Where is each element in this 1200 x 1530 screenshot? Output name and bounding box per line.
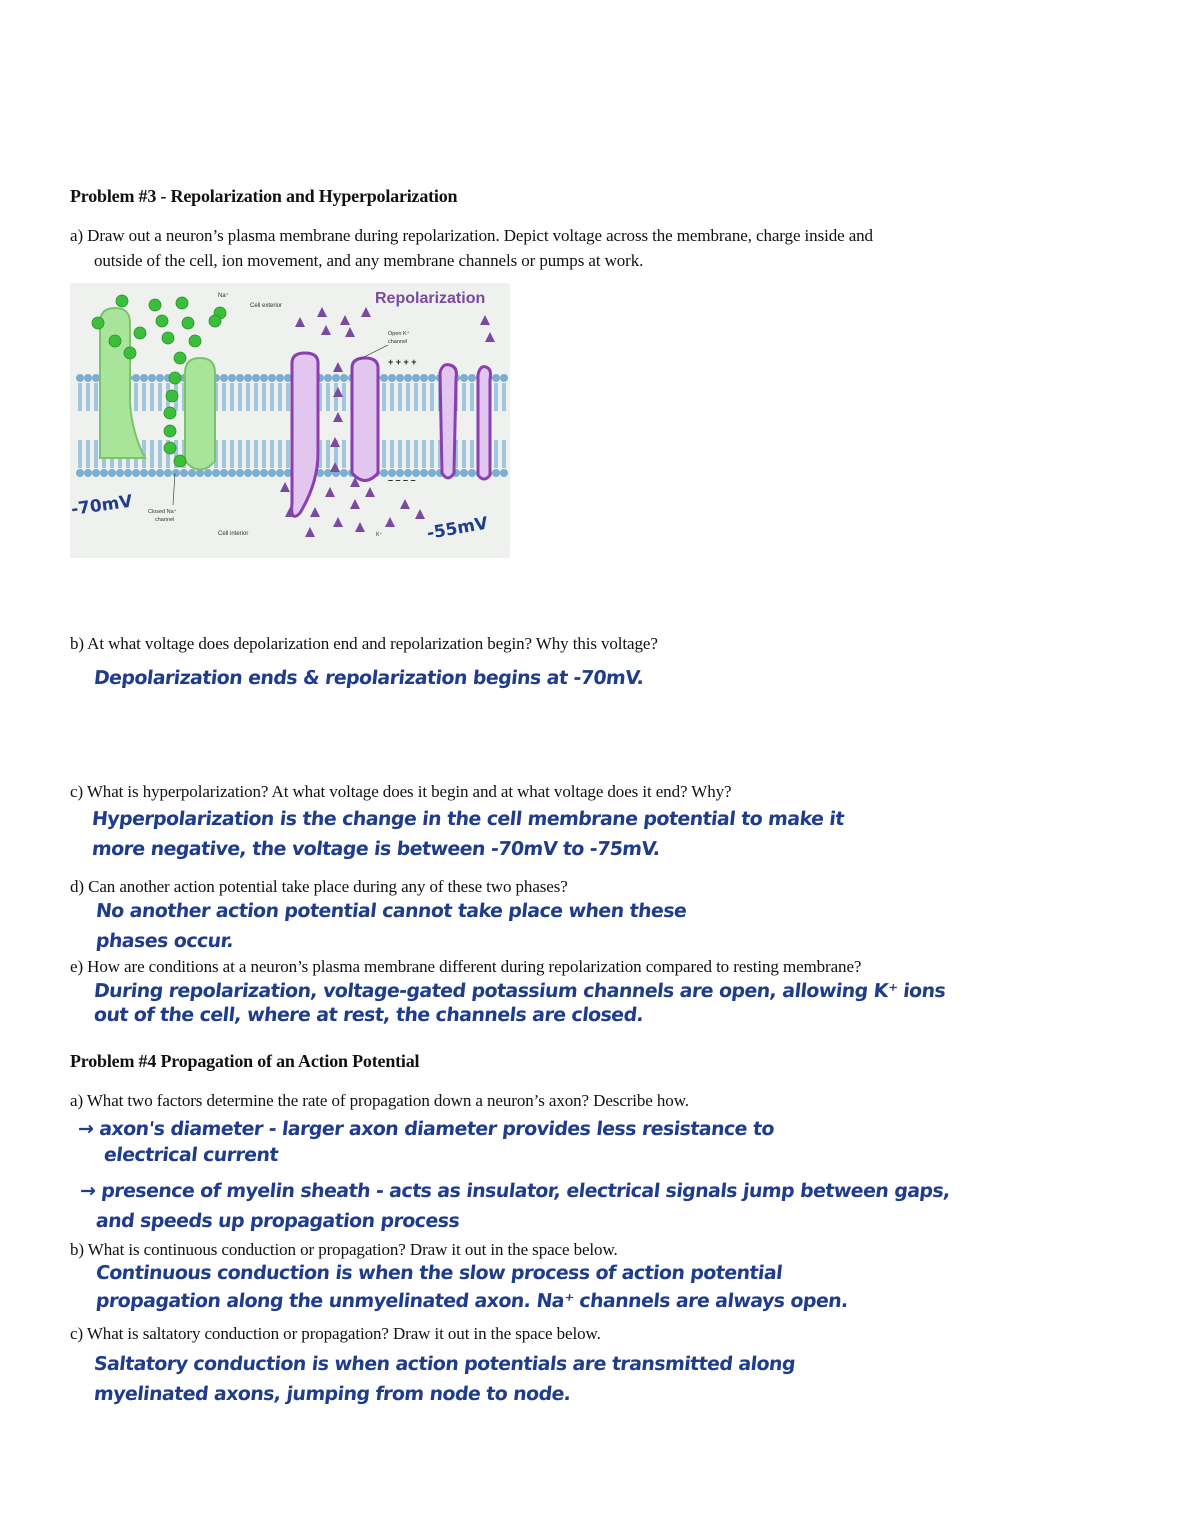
lipid-head	[236, 374, 244, 382]
lipid-head	[140, 374, 148, 382]
na-ion	[109, 335, 121, 347]
lipid-head	[468, 469, 476, 477]
handwritten-left-voltage: -70mV	[70, 491, 134, 520]
na-ion	[116, 295, 128, 307]
k-ion	[333, 362, 343, 372]
k-ion	[345, 327, 355, 337]
lipid-head	[332, 374, 340, 382]
k-ion	[305, 527, 315, 537]
answer-3d-line-2: phases occur.	[94, 930, 235, 952]
lipid-head	[228, 374, 236, 382]
lipid-head	[260, 469, 268, 477]
lipid-head	[460, 469, 468, 477]
closed-na-channel-right-half	[185, 358, 215, 470]
open-k-label-2: channel	[388, 339, 408, 345]
k-ion	[330, 437, 340, 447]
lipid-head	[276, 469, 284, 477]
lipid-head	[396, 374, 404, 382]
lipid-head	[92, 374, 100, 382]
na-ion	[176, 297, 188, 309]
lipid-head	[140, 469, 148, 477]
minus-signs: – – – –	[388, 475, 416, 485]
handdrawn-channel-b	[478, 367, 491, 479]
lipid-head	[252, 469, 260, 477]
lipid-head	[324, 469, 332, 477]
lipid-head	[132, 374, 140, 382]
closed-na-label-2: channel	[155, 517, 175, 523]
na-ion	[162, 332, 174, 344]
problem-3-heading: Problem #3 - Repolarization and Hyperpolarization	[70, 186, 458, 206]
question-3b: b) At what voltage does depolarization end and repolarization begin? Why this voltage?	[70, 634, 658, 653]
lipid-head	[380, 374, 388, 382]
lipid-head	[268, 469, 276, 477]
open-k-channel-left	[292, 353, 318, 516]
open-k-channel-right	[352, 358, 378, 481]
k-label: K⁺	[376, 532, 382, 538]
lipid-head	[180, 469, 188, 477]
cell-interior-label: Cell interior	[218, 531, 249, 537]
problem-4-heading: Problem #4 Propagation of an Action Potential	[70, 1051, 420, 1071]
lipid-head	[500, 374, 508, 382]
na-ion	[164, 442, 176, 454]
lipid-head	[244, 469, 252, 477]
lipid-head	[276, 374, 284, 382]
k-ion	[485, 332, 495, 342]
lipid-head	[84, 469, 92, 477]
k-ion	[317, 307, 327, 317]
question-3d: d) Can another action potential take place during any of these two phases?	[70, 877, 568, 896]
answer-4c-line-2: myelinated axons, jumping from node to node.	[92, 1383, 572, 1405]
lipid-head	[148, 469, 156, 477]
na-ion	[164, 407, 176, 419]
question-4c: c) What is saltatory conduction or propagation? Draw it out in the space below.	[70, 1324, 601, 1343]
k-ion	[361, 307, 371, 317]
lipid-head	[340, 374, 348, 382]
plus-signs: + + + +	[388, 357, 417, 367]
answer-4a-line-3: → presence of myelin sheath - acts as insulator, electrical signals jump between gaps,	[78, 1180, 952, 1202]
lipid-head	[492, 469, 500, 477]
k-ion	[310, 507, 320, 517]
question-3c: c) What is hyperpolarization? At what voltage does it begin and at what voltage does it end? Why?	[70, 782, 732, 801]
lipid-head	[388, 374, 396, 382]
lipid-head	[220, 469, 228, 477]
k-ion	[365, 487, 375, 497]
na-ion	[182, 317, 194, 329]
question-3a-line-2: outside of the cell, ion movement, and any membrane channels or pumps at work.	[94, 251, 644, 270]
k-ion	[330, 462, 340, 472]
lipid-head	[76, 469, 84, 477]
lipid-head	[116, 469, 124, 477]
lipid-head	[268, 374, 276, 382]
na-ion	[92, 317, 104, 329]
lipid-head	[420, 469, 428, 477]
na-ion	[134, 327, 146, 339]
answer-4b-line-2: propagation along the unmyelinated axon. Na⁺ channels are always open.	[94, 1290, 849, 1312]
question-3a-line-1: a) Draw out a neuron’s plasma membrane during repolarization. Depict voltage across the membrane, charge inside and	[70, 226, 873, 245]
k-ion	[321, 325, 331, 335]
lipid-head	[244, 374, 252, 382]
lipid-head	[404, 374, 412, 382]
na-ion	[164, 425, 176, 437]
lipid-head	[156, 469, 164, 477]
cell-exterior-label: Cell exterior	[250, 303, 283, 309]
na-ion	[166, 390, 178, 402]
k-ion	[415, 509, 425, 519]
lipid-head	[340, 469, 348, 477]
lipid-head	[100, 469, 108, 477]
k-ion	[355, 522, 365, 532]
lipid-head	[108, 469, 116, 477]
k-ion	[350, 499, 360, 509]
lipid-head	[412, 374, 420, 382]
na-ion	[174, 455, 186, 467]
answer-4a-line-2: electrical current	[102, 1144, 280, 1166]
lipid-head	[252, 374, 260, 382]
lipid-head	[124, 469, 132, 477]
answer-3e-line-1: During repolarization, voltage-gated potassium channels are open, allowing K⁺ ions	[92, 980, 947, 1002]
lipid-head	[236, 469, 244, 477]
lipid-head	[260, 374, 268, 382]
lipid-head	[500, 469, 508, 477]
lipid-head	[172, 469, 180, 477]
closed-na-label-1: Closed Na⁺	[148, 509, 177, 515]
lipid-head	[220, 374, 228, 382]
na-ion	[124, 347, 136, 359]
lipid-head	[428, 469, 436, 477]
k-ion	[325, 487, 335, 497]
answer-4c-line-1: Saltatory conduction is when action potentials are transmitted along	[92, 1353, 797, 1375]
na-ion	[189, 335, 201, 347]
na-ion	[169, 372, 181, 384]
question-3e: e) How are conditions at a neuron’s plasma membrane different during repolarization compared to resting membrane?	[70, 957, 862, 976]
lipid-head	[92, 469, 100, 477]
lipid-head	[492, 374, 500, 382]
lipid-head	[420, 374, 428, 382]
lipid-head	[380, 469, 388, 477]
na-ion	[149, 299, 161, 311]
k-ion	[333, 517, 343, 527]
na-ion	[156, 315, 168, 327]
answer-3b: Depolarization ends & repolarization begins at -70mV.	[92, 667, 645, 689]
repolarization-diagram	[70, 283, 510, 558]
lipid-head	[76, 374, 84, 382]
answer-3c-line-1: Hyperpolarization is the change in the cell membrane potential to make it	[90, 808, 845, 830]
k-ion	[295, 317, 305, 327]
open-k-label-1: Open K⁺	[388, 331, 410, 337]
lipid-head	[204, 469, 212, 477]
lipid-head	[460, 374, 468, 382]
lipid-head	[228, 469, 236, 477]
lipid-head	[132, 469, 140, 477]
k-ion	[333, 412, 343, 422]
lipid-head	[148, 374, 156, 382]
na-ion	[209, 315, 221, 327]
lipid-head	[164, 469, 172, 477]
na-label: Na⁺	[218, 293, 229, 299]
answer-4a-line-4: and speeds up propagation process	[94, 1210, 461, 1232]
answer-3d-line-1: No another action potential cannot take place when these	[94, 900, 688, 922]
lipid-head	[156, 374, 164, 382]
answer-3e-line-2: out of the cell, where at rest, the channels are closed.	[92, 1004, 645, 1026]
answer-4a-line-1: → axon's diameter - larger axon diameter provides less resistance to	[76, 1118, 776, 1140]
lipid-head	[324, 374, 332, 382]
k-ion	[400, 499, 410, 509]
handwritten-right-voltage: -55mV	[425, 513, 490, 544]
lipid-head	[84, 374, 92, 382]
answer-4b-line-1: Continuous conduction is when the slow process of action potential	[94, 1262, 784, 1284]
k-ion	[340, 315, 350, 325]
k-ion	[480, 315, 490, 325]
answer-3c-line-2: more negative, the voltage is between -70mV to -75mV.	[90, 838, 661, 860]
na-ion	[174, 352, 186, 364]
lipid-head	[212, 469, 220, 477]
question-4a: a) What two factors determine the rate of propagation down a neuron’s axon? Describe how.	[70, 1091, 689, 1110]
lipid-head	[468, 374, 476, 382]
k-ion	[385, 517, 395, 527]
diagram-title: Repolarization	[375, 290, 486, 307]
question-4b: b) What is continuous conduction or propagation? Draw it out in the space below.	[70, 1240, 618, 1259]
lipid-head	[428, 374, 436, 382]
k-ion	[280, 482, 290, 492]
handdrawn-channel-a	[440, 365, 456, 478]
lipid-head	[188, 469, 196, 477]
